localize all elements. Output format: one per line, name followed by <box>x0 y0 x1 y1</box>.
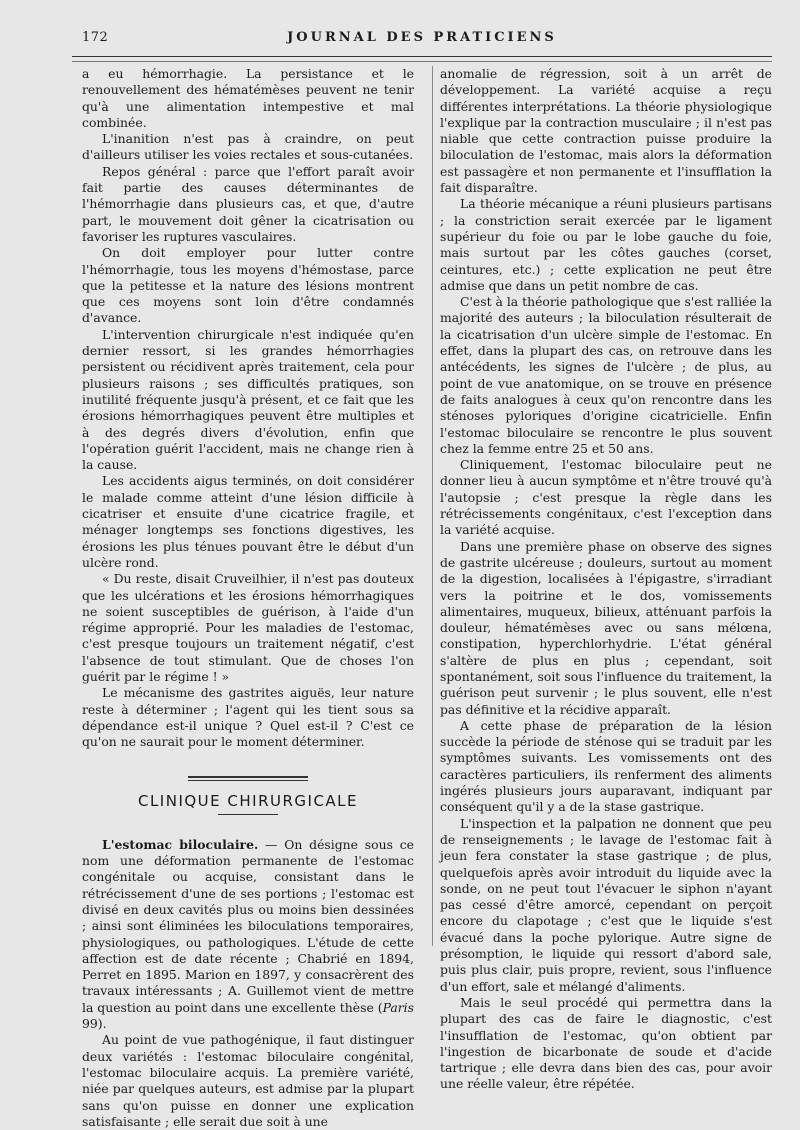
right-column <box>440 66 772 1130</box>
article-text: 99). <box>82 1016 107 1032</box>
paragraph: a eu hémorrhagie. La persistance et le renouvellement des hématémèses peuvent ne tenir qu'à une alimentation intempestive et mal combinée. <box>82 66 414 130</box>
paragraph: anomalie de régression, soit à un arrêt de développement. La variété acquise a reçu différentes interprétations. La théorie physiologique l'explique par la contraction musculaire ; il n'est pas niable que cette contraction puisse produire la biloculation de l'estomac, mais alors la déformation est passagère et non permanente et l'insufflation la fait disparaître. <box>440 66 772 196</box>
article-text: — On désigne sous ce nom une déformation permanente de l'estomac congénitale ou acquise, consistant dans le rétrécissement d'une de ses portions ; l'estomac est divisé en deux cavités plus ou moins bien dessinées ; ainsi sont éliminées les biloculations temporaires, physiologiques, ou pathologiques. L'étude de cette affection est de date récente ; Chabrié en 1894, Perret en 1895. Marion en 1897, y consacrèrent des travaux intéressants ; A. Guillemot vient de mettre la question au point dans une excellente thèse ( <box>82 836 414 1015</box>
article-columns <box>72 66 772 1130</box>
article-text-italic: Paris <box>382 999 414 1015</box>
paragraph: Au point de vue pathogénique, il faut distinguer deux variétés : l'estomac biloculaire congénital, l'estomac biloculaire acquis. La première variété, niée par quelques auteurs, est admise par la plupart sans qu'on puisse en donner une explication satisfaisante ; elle serait due soit à une <box>82 1032 414 1129</box>
section-spacer <box>82 750 414 776</box>
page-header <box>72 0 772 57</box>
paragraph: « Du reste, disait Cruveilhier, il n'est pas douteux que les ulcérations et les érosions hémorrhagiques ne soient susceptibles de guérison, à l'aide d'un régime approprié. Pour les maladies de l'estomac, c'est presque toujours un traitement négatif, c'est l'absence de tout stimulant. Que de choses l'on guérit par le régime ! » <box>82 571 414 684</box>
section-rule-small <box>218 814 278 815</box>
section-title: CLINIQUE CHIRURGICALE <box>137 792 359 811</box>
section-rule <box>188 776 308 781</box>
paragraph: L'inspection et la palpation ne donnent que peu de renseignements ; le lavage de l'estomac fait à jeun fera constater la stase gastrique ; de plus, quelquefois après avoir introduit du liquide avec la sonde, on ne peut tout l'évacuer le siphon n'ayant pas cessé d'être amorcé, cependant on perçoit encore du clapotage ; c'est que le liquide s'est évacué dans la poche pylorique. Autre signe de présomption, le liquide qui ressort d'abord sale, puis plus clair, puis propre, revient, sous l'influence d'un effort, sale et mélangé d'aliments. <box>440 815 772 994</box>
left-column <box>82 66 414 1130</box>
paragraph: Cliniquement, l'estomac biloculaire peut ne donner lieu à aucun symptôme et n'être trouvé qu'à l'autopsie ; c'est presque la règle dans les rétrécissements congénitaux, c'est l'exception dans la variété acquise. <box>440 457 772 538</box>
paragraph: Le mécanisme des gastrites aiguës, leur nature reste à déterminer ; l'agent qui les tient sous sa dépendance est-il unique ? Quel est-il ? C'est ce qu'on ne saurait pour le moment déterminer. <box>82 685 414 750</box>
page-number: 172 <box>82 30 109 45</box>
paragraph: Dans une première phase on observe des signes de gastrite ulcéreuse ; douleurs, surtout au moment de la digestion, localisées à l'épigastre, s'irradiant vers la poitrine et le dos, vomissements alimentaires, muqueux, bilieux, atténuant parfois la douleur, hématémèses avec ou sans mélœna, constipation, hyperchlorhydrie. L'état général s'altère de plus en plus ; cependant, soit spontanément, soit sous l'influence du traitement, la guérison peut survenir ; le plus souvent, elle n'est pas définitive et la récidive apparaît. <box>440 538 772 717</box>
paragraph: C'est à la théorie pathologique que s'est ralliée la majorité des auteurs ; la biloculation résulterait de la cicatrisation d'un ulcère simple de l'estomac. En effet, dans la plupart des cas, on retrouve dans les antécédents, les signes de l'ulcère ; de plus, au point de vue anatomique, on se trouve en présence de faits analogues à ceux qu'on rencontre dans les sténoses pyloriques d'origine cicatricielle. Enfin l'estomac biloculaire se rencontre le plus souvent chez la femme entre 25 et 50 ans. <box>440 294 772 456</box>
paragraph: La théorie mécanique a réuni plusieurs partisans ; la constriction serait exercée par le ligament supérieur du foie ou par le lobe gauche du foie, mais surtout par les côtes gauches (corset, ceintures, etc.) ; cette explication ne peut être admise que dans un petit nombre de cas. <box>440 196 772 293</box>
article-title: L'estomac biloculaire. <box>102 836 259 852</box>
paragraph: L'inanition n'est pas à craindre, on peut d'ailleurs utiliser les voies rectales et sous-cutanées. <box>82 131 414 163</box>
paragraph: A cette phase de préparation de la lésion succède la période de sténose qui se traduit par les symptômes suivants. Les vomissements ont des caractères particuliers, ils renferment des aliments ingérés plusieurs jours auparavant, indiquant par conséquent qu'il y a de la stase gastrique. <box>440 717 772 815</box>
column-divider <box>432 66 433 946</box>
paragraph: Repos général : parce que l'effort paraît avoir fait partie des causes déterminantes de l'hémorrhagie dans plusieurs cas, et que, d'autre part, le mouvement doit gêner la cicatrisation ou favoriser les ruptures vasculaires. <box>82 163 414 244</box>
header-rule <box>72 61 772 62</box>
paragraph: Les accidents aigus terminés, on doit considérer le malade comme atteint d'une lésion difficile à cicatriser et ensuite d'une cicatrice fragile, et ménager longtemps ses fonctions digestives, les érosions les plus ténues pouvant être le début d'un ulcère rond. <box>82 473 414 570</box>
journal-title: JOURNAL DES PRATICIENS <box>287 30 557 45</box>
paragraph: Mais le seul procédé qui permettra dans la plupart des cas de faire le diagnostic, c'est l'insufflation de l'estomac, qu'on obtient par l'ingestion de bicarbonate de soude et d'acide tartrique ; elle devra dans bien des cas, pour avoir une réelle valeur, être répétée. <box>440 994 772 1092</box>
paragraph: L'intervention chirurgicale n'est indiquée qu'en dernier ressort, si les grandes hémorrhagies persistent ou récidivent après traitement, cela pour plusieurs raisons ; ses difficultés pratiques, son inutilité fréquente jusqu'à présent, et ce fait que les érosions hémorrhagiques peuvent être multiples et à des degrés divers d'évolution, enfin que l'opération guérit l'accident, mais ne change rien à la cause. <box>82 326 414 473</box>
article-paragraph <box>82 837 414 1033</box>
paragraph: On doit employer pour lutter contre l'hémorrhagie, tous les moyens d'hémostase, parce que la petitesse et la nature des lésions montrent que ces moyens sont loin d'être condamnés d'avance. <box>82 245 414 326</box>
